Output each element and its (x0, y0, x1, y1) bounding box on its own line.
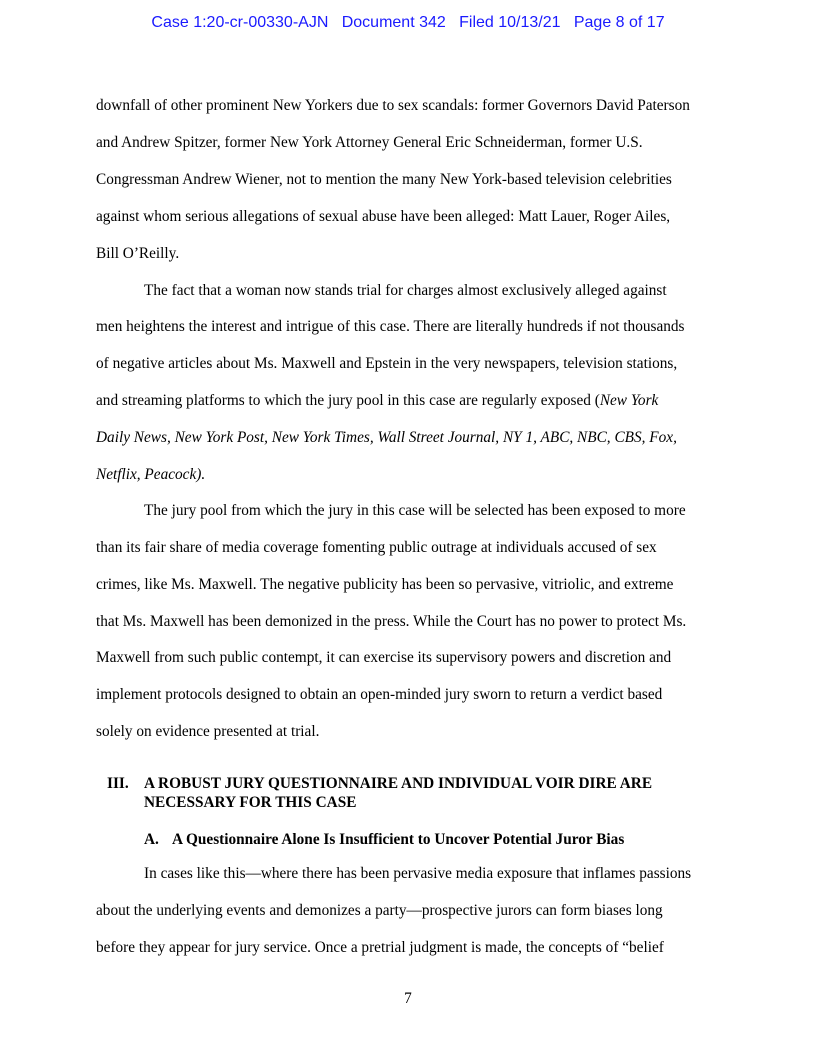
subsection-letter: A. (144, 831, 159, 848)
body-line: men heightens the interest and intrigue of this case. There are literally hundreds if not thousands (96, 318, 685, 335)
body-line: than its fair share of media coverage fomenting public outrage at individuals accused of sex (96, 539, 657, 556)
italic-citation-line: Netflix, Peacock). (96, 466, 206, 483)
section-number: III. (107, 775, 129, 792)
subsection-title: A Questionnaire Alone Is Insufficient to Uncover Potential Juror Bias (172, 831, 625, 848)
body-line: and Andrew Spitzer, former New York Attorney General Eric Schneiderman, former U.S. (96, 134, 643, 151)
body-line: against whom serious allegations of sexual abuse have been alleged: Matt Lauer, Roger Ailes, (96, 208, 671, 225)
body-line: solely on evidence presented at trial. (96, 723, 320, 740)
page-number: 7 (404, 990, 412, 1007)
italic-citation-line: Daily News, New York Post, New York Times, Wall Street Journal, NY 1, ABC, NBC, CBS, Fox, (96, 429, 677, 446)
section-title-line: A ROBUST JURY QUESTIONNAIRE AND INDIVIDUAL VOIR DIRE ARE (144, 775, 653, 792)
section-title-line: NECESSARY FOR THIS CASE (144, 794, 357, 811)
body-text: and streaming platforms to which the jury pool in this case are regularly exposed ( (96, 392, 600, 409)
paragraph-first-line: The jury pool from which the jury in this case will be selected has been exposed to more (144, 502, 686, 519)
body-line: Bill O’Reilly. (96, 245, 180, 262)
body-line: that Ms. Maxwell has been demonized in the press. While the Court has no power to protect Ms. (96, 613, 687, 630)
paragraph-first-line: The fact that a woman now stands trial for charges almost exclusively alleged against (144, 282, 667, 299)
body-line: crimes, like Ms. Maxwell. The negative publicity has been so pervasive, vitriolic, and extreme (96, 576, 674, 593)
paragraph-first-line: In cases like this—where there has been pervasive media exposure that inflames passions (144, 865, 692, 882)
body-line (96, 391, 658, 411)
body-line: implement protocols designed to obtain an open-minded jury sworn to return a verdict based (96, 686, 663, 703)
body-line: about the underlying events and demonizes a party—prospective jurors can form biases long (96, 902, 663, 919)
italic-citation: New York (599, 392, 659, 409)
body-line: downfall of other prominent New Yorkers due to sex scandals: former Governors David Paterson (96, 97, 690, 114)
body-line: of negative articles about Ms. Maxwell and Epstein in the very newspapers, television stations, (96, 355, 678, 372)
body-line: before they appear for jury service. Once a pretrial judgment is made, the concepts of “belief (96, 939, 664, 956)
ecf-header-stamp: Case 1:20-cr-00330-AJN Document 342 Filed 10/13/21 Page 8 of 17 (151, 14, 665, 31)
body-line: Congressman Andrew Wiener, not to mention the many New York-based television celebrities (96, 171, 672, 188)
body-line: Maxwell from such public contempt, it can exercise its supervisory powers and discretion and (96, 649, 672, 666)
